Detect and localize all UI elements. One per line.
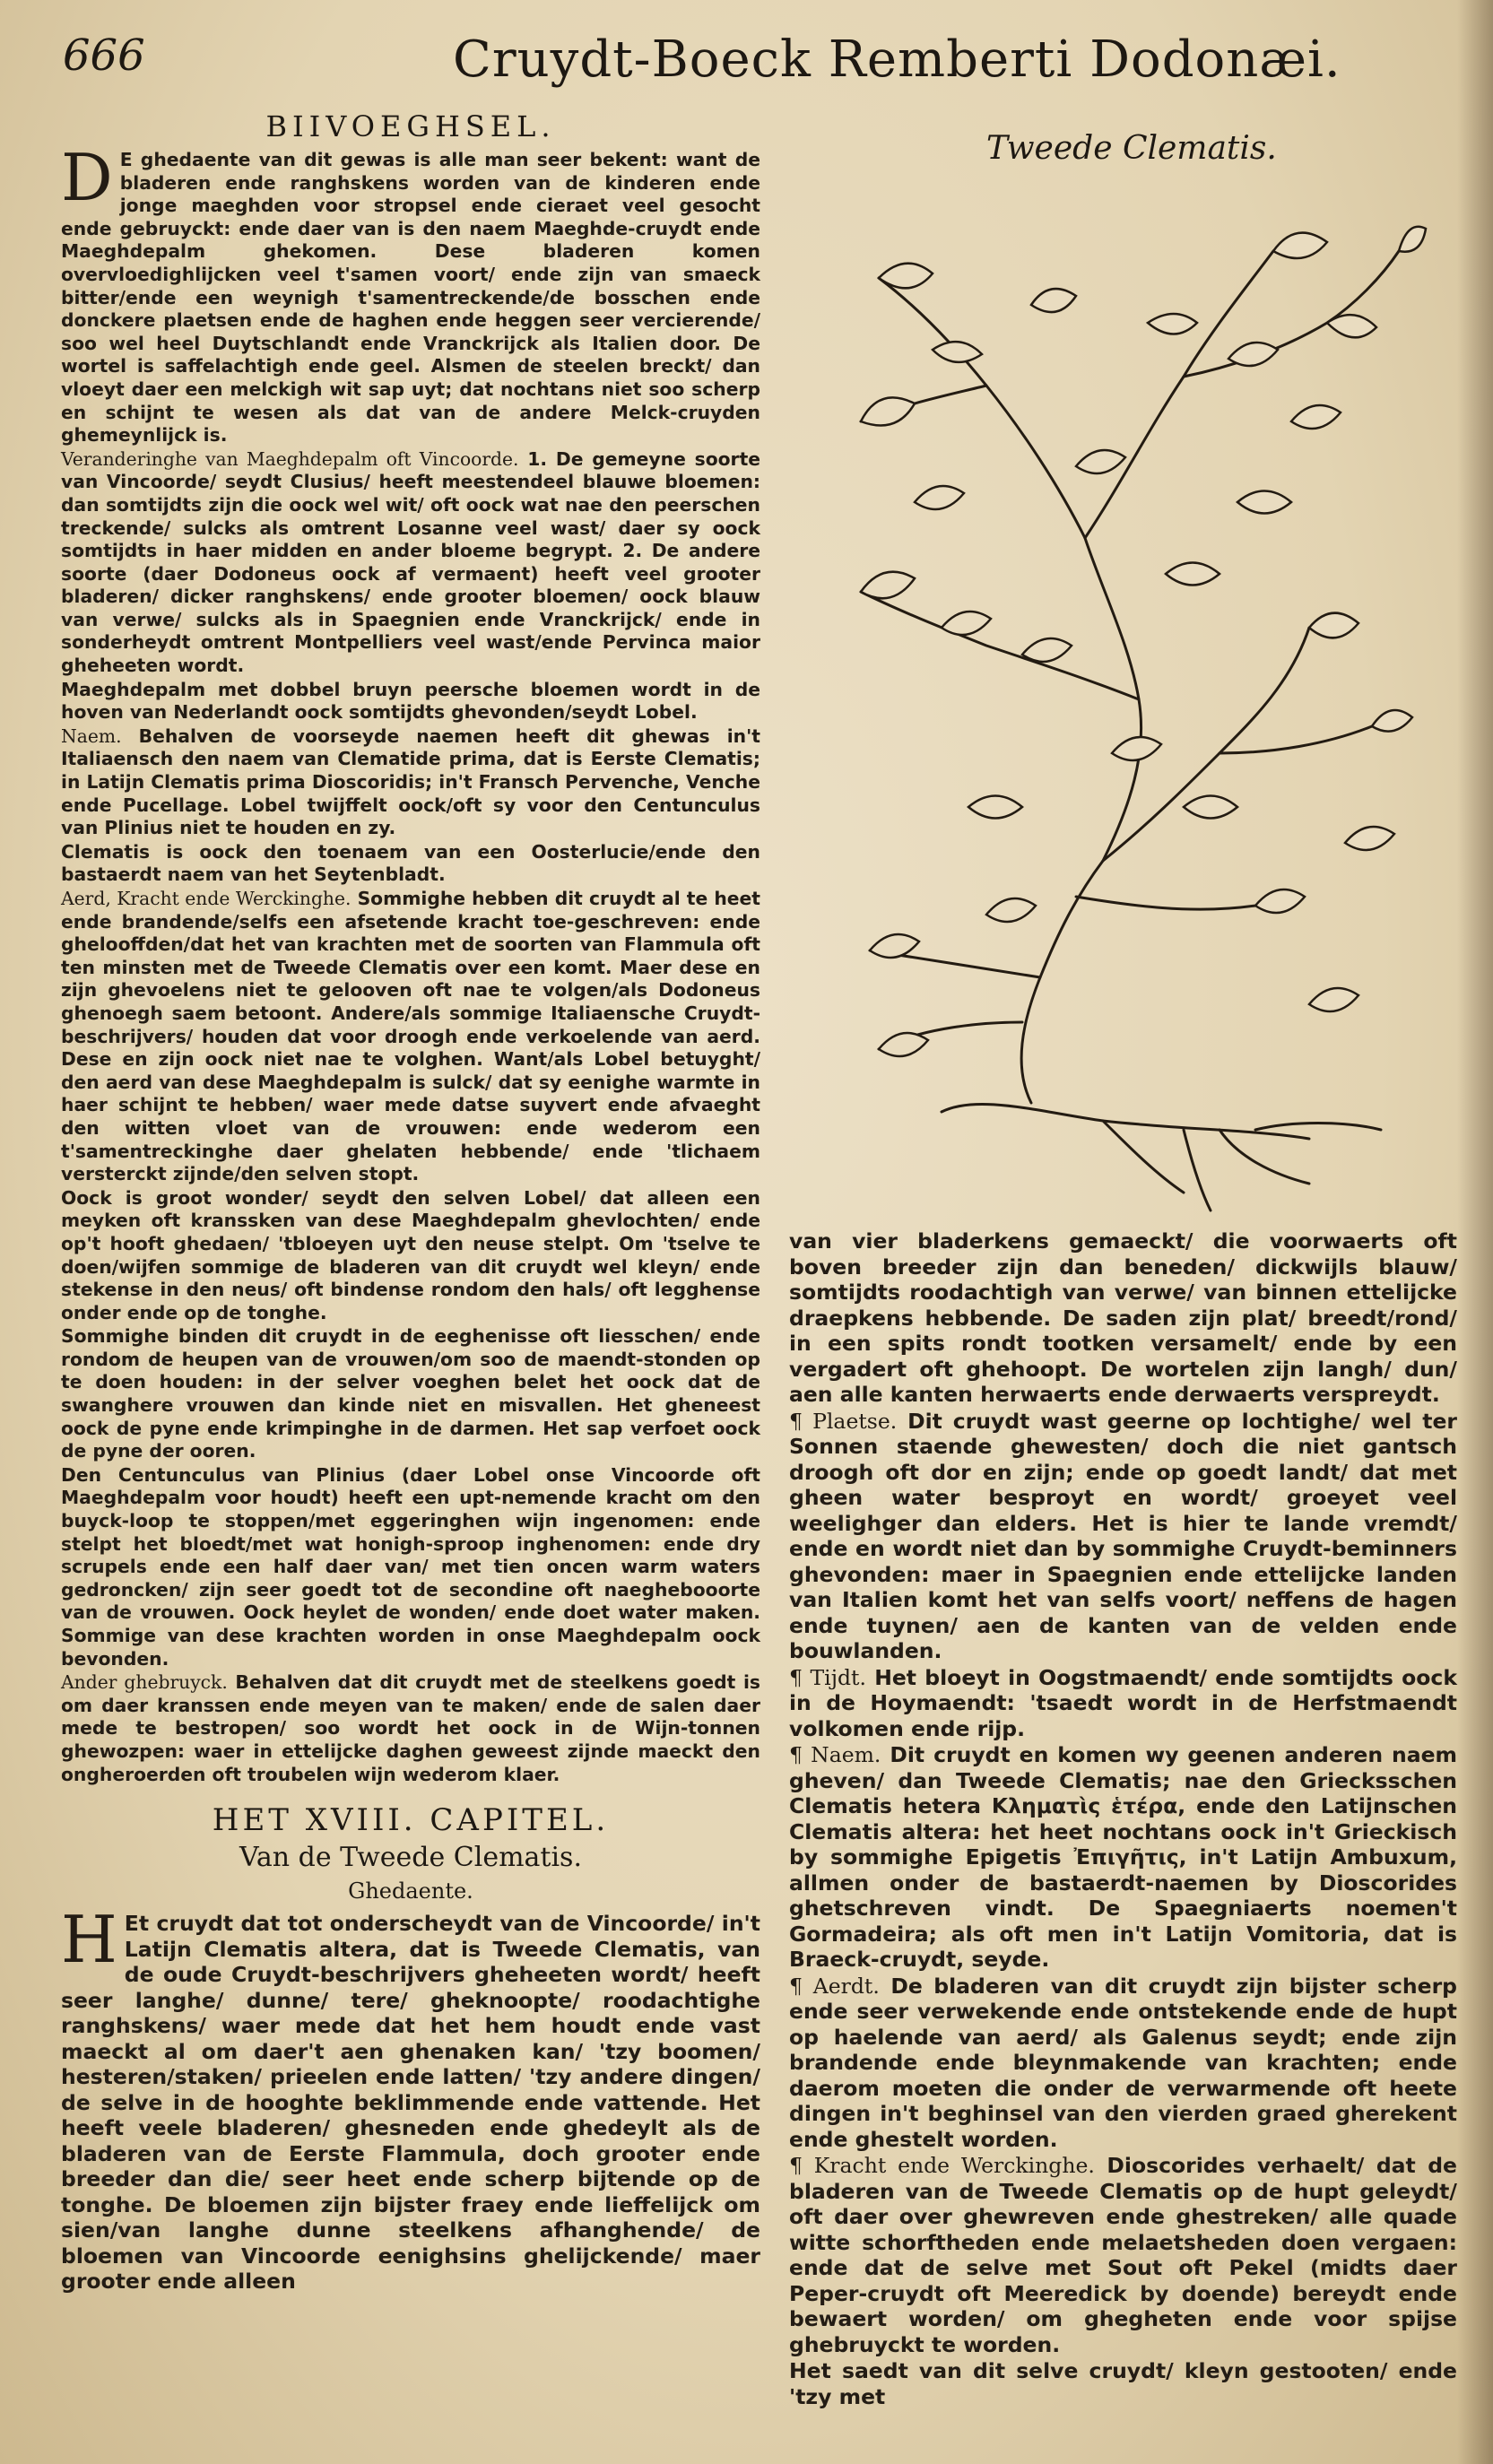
names-text: Behalven de voorseyde naemen heeft dit ghewas in't Italiaensch den naem van Clematide prima, dat is Eerste Clematis; in Latijn Clematis prima Dioscoridis; in't Fransch Pervenche, Venche ende Pucellage. Lobel twijffelt oock/oft sy voor den Centunculus van Plinius niet te houden en zy. [61,724,760,839]
variation-paragraph [61,448,760,678]
virtue-paragraph [789,2153,1457,2357]
dropcap: D [61,140,113,215]
virtue-text: Dioscorides verhaelt/ dat de bladeren van de Tweede Clematis op de hupt geleydt/ oft daer over ghewreven ende ghestreken/ alle quade witte schorftheden ende melaetsheden doen vergaen: ende dat de selve met Sout oft Pekel (midts daer Peper-cruydt oft Meeredick by doende) bereydt ende bewaert worden/ om ghegheten ende voor spijse ghebruyckt te worden. [789,2153,1457,2357]
closing-paragraph: Het saedt van dit selve cruydt/ kleyn gestooten/ ende 'tzy met [789,2358,1457,2409]
virtue-lead: ¶ Kracht ende Werckinghe. [789,2153,1095,2178]
nature-text: De bladeren van dit cruydt zijn bijster scherp ende seer verwekende ende ontstekende ende de hupt op haelende van aerd/ als Galenus seydt; ende zijn brandende ende bleynmakende van krachten; ende daerom moeten die onder de verwarmende oft heete dingen in't beghinsel van den vierden graed gherekent ende ghestelt worden. [789,1973,1457,2152]
names-paragraph [61,725,760,840]
left-column [61,108,760,2295]
variation-lead: Veranderinghe van Maeghdepalm oft Vincoorde. [61,447,519,470]
place-paragraph [789,1409,1457,1664]
place-lead: ¶ Plaetse. [789,1408,898,1434]
virtues-text: Sommighe hebben dit cruydt al te heet ende brandende/selfs een afsetende kracht toe-geschreven: ende ghelooffden/dat het van krachten met de soorten van Flammula oft ten minsten met de Tweede Clematis over een komt. Maer dese en zijn ghevoelens niet te gelooven oft nae te volgen/als Dodoneus ghenoegh saem betoont. Andere/als sommige Italiaensche Cruydt-beschrijvers/ houden dat voor droogh ende verkoelende van aerd. Dese en zijn oock niet nae te volghen. Want/als Lobel betuyght/ den aerd van dese Maeghdepalm is sulck/ dat sy eenighe warmte in haer schijnt te hebben/ waer mede datse suyvert ende afvaeght den witten vloet van de vrouwen: ende wederom een t'samentreckinghe daer ghelaten hebbende/ ende 'tlichaem versterckt zijnde/den selven stopt. [61,888,760,1185]
shape-paragraph [61,1902,760,2295]
wonder-paragraph: Oock is groot wonder/ seydt den selven Lobel/ dat alleen een meyken oft kranssken van dese Maeghdepalm ghevlochten/ ende op't hooft ghedaen/ 'tbloeyen uyt den neuse stelpt. Om 'tselve te doen/wijfen sommige de bladeren van dit cruydt wel kleyn/ ende stekense in den neus/ oft bindense rondom den hals/ oft legghense onder ende op de tonghe. [61,1186,760,1323]
name-paragraph [789,1742,1457,1973]
section-heading: BIIVOEGHSEL. [265,109,556,143]
page-number: 666 [63,30,145,81]
nature-lead: ¶ Aerdt. [789,1973,880,1999]
figure-caption: Tweede Clematis. [986,130,1277,167]
other-use-lead: Ander ghebruyck. [61,1671,228,1694]
shape-continued-paragraph: van vier bladerkens gemaeckt/ die voorwaerts oft boven breeder zijn dan beneden/ dickwijls blauw/ somtijdts roodachtigh van verwe/ van binnen ettelijcke draepkens hebbende. De saden zijn plat/ breedt/rond/ in een spits rondt tootken versamelt/ ende by een vergadert oft ghehoopt. De wortelen zijn langh/ dun/ aen alle kanten herwaerts ende derwaerts verspreydt. [789,1228,1457,1407]
other-use-paragraph [61,1671,760,1786]
time-lead: ¶ Tijdt. [789,1664,866,1690]
other-use-text: Behalven dat dit cruydt met de steelkens goedt is om daer kranssen ende meyen van te maken/ ende de salen daer mede te bestropen/ soo wordt het oock in de Wijn-tonnen ghewozpen: waer in ettelijcke daghen geweest zijnde maeckt den ongheroerden oft troubelen wijn wederom klaer. [61,1671,760,1785]
virtues-lead: Aerd, Kracht ende Werckinghe. [61,888,352,909]
page-header [63,27,1462,108]
right-column [789,1228,1457,2410]
nature-paragraph [789,1974,1457,2153]
running-title: Cruydt-Boeck Remberti Dodonæi. [453,30,1341,89]
time-paragraph [789,1665,1457,1742]
woodcut-clematis-icon [807,126,1435,1219]
name-text: Dit cruydt en komen wy geenen anderen naem gheven/ dan Tweede Clematis; nae den Griecksschen Clematis hetera Κληματὶς ἑτέρα, ende den Latijnschen Clematis altera: het heet nochtans oock in't Grieckisch by sommighe Epigetis Ἐπιγῆτις, in't Latijn Ambuxum, allmen onder de bastaerdt-naemen by Dioscorides ghetschreven vindt. De Spaegniaerts noemen't Gormadeira; als oft men in't Latijn Vomitoria, dat is Braeck-cruydt, seyde. [789,1742,1457,1972]
double-bloom-paragraph: Maeghdepalm met dobbel bruyn peersche bloemen wordt in de hoven van Nederlandt oock somtijdts ghevonden/seydt Lobel. [61,678,760,724]
centunculus-paragraph: Den Centunculus van Plinius (daer Lobel onse Vincoorde oft Maeghdepalm voor houdt) heeft een upt-nemende kracht om den buyck-loop te stoppen/met eggeringhen wijn ingenomen: ende stelpt het bloedt/met wat honigh-sproop inghenomen: ende dry scrupels ende een half daer van/ met tien oncen warm waters gedroncken/ zijn seer goedt tot de secondine oft naeghebooorte van de vrouwen. Oock heylet de wonden/ ende doet water maken. Sommige van dese krachten worden in onse Maeghdepalm oock bevonden. [61,1463,760,1670]
virtues-paragraph [61,888,760,1186]
bastard-name-paragraph: Clematis is oock den toenaem van een Oosterlucie/ende den bastaerdt naem van het Seytenbladt. [61,840,760,886]
intro-text: E ghedaente van dit gewas is alle man seer bekent: want de bladeren ende ranghskens worden van de kinderen ende jonge maeghden voor stropsel ende cieraet veel gesocht ende gebruyckt: ende daer van is den naem Maeghde-cruydt ende Maeghdepalm ghekomen. Dese bladeren komen overvloedighlijcken veel t'samen voort/ ende zijn van smaeck bitter/ende een weynigh t'samentreckende/de bosschen ende donckere plaetsen ende de haghen ende heggen seer vercierende/ soo wel heel Duytschlandt ende Vranckrijck als Italien door. De wortel is saffelachtigh ende geel. Alsmen de steelen breckt/ dan vloeyt daer een melckigh wit sap uyt; dat nochtans niet soo scherp en schijnt te wesen als dat van de andere Melck-cruyden ghemeynlijck is. [61,149,760,447]
time-text: Het bloeyt in Oogstmaendt/ ende somtijdts oock in de Hoymaendt: 'tsaedt wordt in de Herfstmaendt volkomen ende rijp. [789,1664,1457,1741]
chapter-subtitle: Van de Tweede Clematis. [239,1842,582,1874]
chapter-heading: HET XVIII. CAPITEL. [212,1802,610,1839]
names-lead: Naem. [61,724,122,747]
intro-paragraph [61,140,760,447]
variation-text: 1. De gemeyne soorte van Vincoorde/ seydt Clusius/ heeft meestendeel blauwe bloemen: dan somtijdts zijn die oock wel wit/ oft oock wat nae den peerschen treckende/ sulcks als omtrent Losanne veel wast/ daer sy oock somtijdts in haer midden en ander bloeme begrypt. 2. De andere soorte (daer Dodoneus oock af vermaent) heeft veel grooter bladeren/ dicker ranghskens/ ende grooter bloemen/ oock blauw van verwe/ sulcks als in Spaegnien ende Vranckrijck/ ende in sonderheydt omtrent Montpelliers veel wast/ende Pervinca maior gheheeten wordt. [61,447,761,677]
shape-heading: Ghedaente. [348,1878,473,1904]
shape-dropcap: H [61,1902,117,1978]
name-lead: ¶ Naem. [789,1742,881,1767]
binding-paragraph: Sommighe binden dit cruydt in de eeghenisse oft liesschen/ ende rondom de heupen van de vrouwen/om soo de maendt-stonden op te doen houden: in der selver voeghen belet het oock dat de swanghere vrouwen dan kinde niet en misvallen. Het gheneest oock de pyne ende krimpinghe in de darmen. Het sap verfoet oock de pyne der ooren. [61,1325,760,1462]
place-text: Dit cruydt wast geerne op lochtighe/ wel ter Sonnen staende ghewesten/ doch die niet gantsch droogh oft dor en zijn; ende op goedt landt/ dat met gheen water besproyt en wordt/ groeyet veel weelighger dan elders. Het is hier te lande vremdt/ ende en wordt niet dan by sommighe Cruydt-beminners ghevonden: maer in Spaegnien ende ettelijcke landen van Italien komt het van selfs voort/ neffens de hagen ende tuynen/ aen de kanten van de velden ende bouwlanden. [789,1408,1457,1663]
shape-text: Et cruydt dat tot onderscheydt van de Vincoorde/ in't Latijn Clematis altera, dat is Tweede Clematis, van de oude Cruydt-beschrijvers gheheeten wordt/ heeft seer langhe/ dunne/ tere/ gheknoopte/ roodachtighe ranghskens/ waer mede dat het hem houdt ende vast maeckt al om daer't aen ghenaken kan/ 'tzy boomen/ hesteren/staken/ prieelen ende latten/ 'tzy andere dingen/ de selve in de hooghte beklimmende ende vattende. Het heeft veele bladeren/ ghesneden ende ghedeylt als de bladeren van de Eerste Flammula, doch grooter ende breeder dan die/ seer heet ende scherp bijtende op de tonghe. De bloemen zijn bijster fraey ende lieffelijck om sien/van langhe dunne steelkens afhanghende/ de bloemen van Vincoorde eenighsins ghelijckende/ maer grooter ende alleen [61,1911,760,2295]
